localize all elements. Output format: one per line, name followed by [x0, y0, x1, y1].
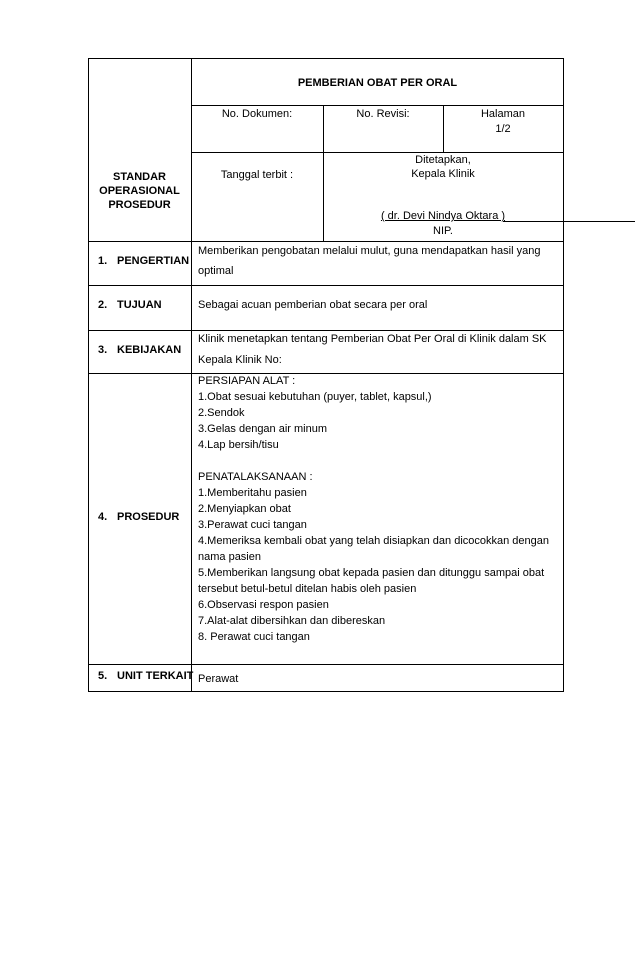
row-divider-pengertian [88, 285, 564, 286]
table-border-left [88, 58, 89, 692]
document-title: PEMBERIAN OBAT PER ORAL [297, 77, 458, 89]
kebijakan-text-line-2: Kepala Klinik No: [198, 354, 282, 366]
halaman-label: Halaman [480, 108, 526, 120]
no-dokumen-label: No. Dokumen: [221, 108, 293, 120]
no-revisi-label: No. Revisi: [356, 108, 410, 120]
prosedur-line: tersebut betul-betul ditelan habis oleh pasien [198, 583, 417, 595]
prosedur-line: 4.Lap bersih/tisu [198, 439, 279, 451]
table-border-right [563, 58, 564, 692]
prosedur-line: 7.Alat-alat dibersihkan dan dibereskan [198, 615, 386, 627]
prosedur-line: 3.Gelas dengan air minum [198, 423, 328, 435]
tanggal-terbit-label: Tanggal terbit : [220, 169, 294, 181]
prosedur-line: PENATALAKSANAAN : [198, 471, 313, 483]
prosedur-number: 4. [98, 511, 108, 523]
table-border-bottom [88, 691, 564, 692]
unit-terkait-text: Perawat [198, 673, 239, 685]
pengertian-label: PENGERTIAN [117, 255, 190, 267]
pengertian-text-line-2: optimal [198, 265, 234, 277]
prosedur-line: 1.Memberitahu pasien [198, 487, 307, 499]
halaman-value: 1/2 [495, 123, 511, 135]
table-border-top [88, 58, 564, 59]
tujuan-text: Sebagai acuan pemberian obat secara per oral [198, 299, 428, 311]
prosedur-line: 4.Memeriksa kembali obat yang telah disiapkan dan dicocokkan dengan [198, 535, 549, 547]
prosedur-line: 6.Observasi respon pasien [198, 599, 329, 611]
kepala-klinik-label: Kepala Klinik [411, 168, 475, 180]
ditetapkan-label: Ditetapkan, [415, 154, 471, 166]
dokter-name: ( dr. Devi Nindya Oktara ) [380, 210, 506, 222]
sop-label-line-2: OPERASIONAL [99, 185, 180, 197]
prosedur-steps [198, 373, 560, 645]
unit-terkait-label: UNIT TERKAIT [117, 670, 194, 682]
prosedur-line: 2.Menyiapkan obat [198, 503, 291, 515]
kebijakan-text-line-1: Klinik menetapkan tentang Pemberian Obat Per Oral di Klinik dalam SK [198, 333, 547, 345]
pengertian-text-line-1: Memberikan pengobatan melalui mulut, guna mendapatkan hasil yang [198, 245, 541, 257]
prosedur-label: PROSEDUR [117, 511, 180, 523]
unit-terkait-number: 5. [98, 670, 108, 682]
prosedur-line: nama pasien [198, 551, 261, 563]
row-divider-prosedur [88, 664, 564, 665]
pengertian-number: 1. [98, 255, 108, 267]
header-bottom-divider [88, 241, 564, 242]
prosedur-line: 5.Memberikan langsung obat kepada pasien dan ditunggu sampai obat [198, 567, 545, 579]
sop-label-line-3: PROSEDUR [108, 199, 171, 211]
prosedur-line: PERSIAPAN ALAT : [198, 375, 296, 387]
sop-label-line-1: STANDAR [113, 171, 166, 183]
prosedur-line: 3.Perawat cuci tangan [198, 519, 307, 531]
tujuan-number: 2. [98, 299, 108, 311]
kebijakan-number: 3. [98, 344, 108, 356]
label-column-divider [191, 58, 192, 692]
prosedur-line [198, 453, 560, 469]
kebijakan-label: KEBIJAKAN [117, 344, 182, 356]
prosedur-line: 1.Obat sesuai kebutuhan (puyer, tablet, kapsul,) [198, 391, 432, 403]
tujuan-label: TUJUAN [117, 299, 162, 311]
prosedur-line: 2.Sendok [198, 407, 245, 419]
nip-label: NIP. [433, 225, 453, 237]
prosedur-line: 8. Perawat cuci tangan [198, 631, 310, 643]
